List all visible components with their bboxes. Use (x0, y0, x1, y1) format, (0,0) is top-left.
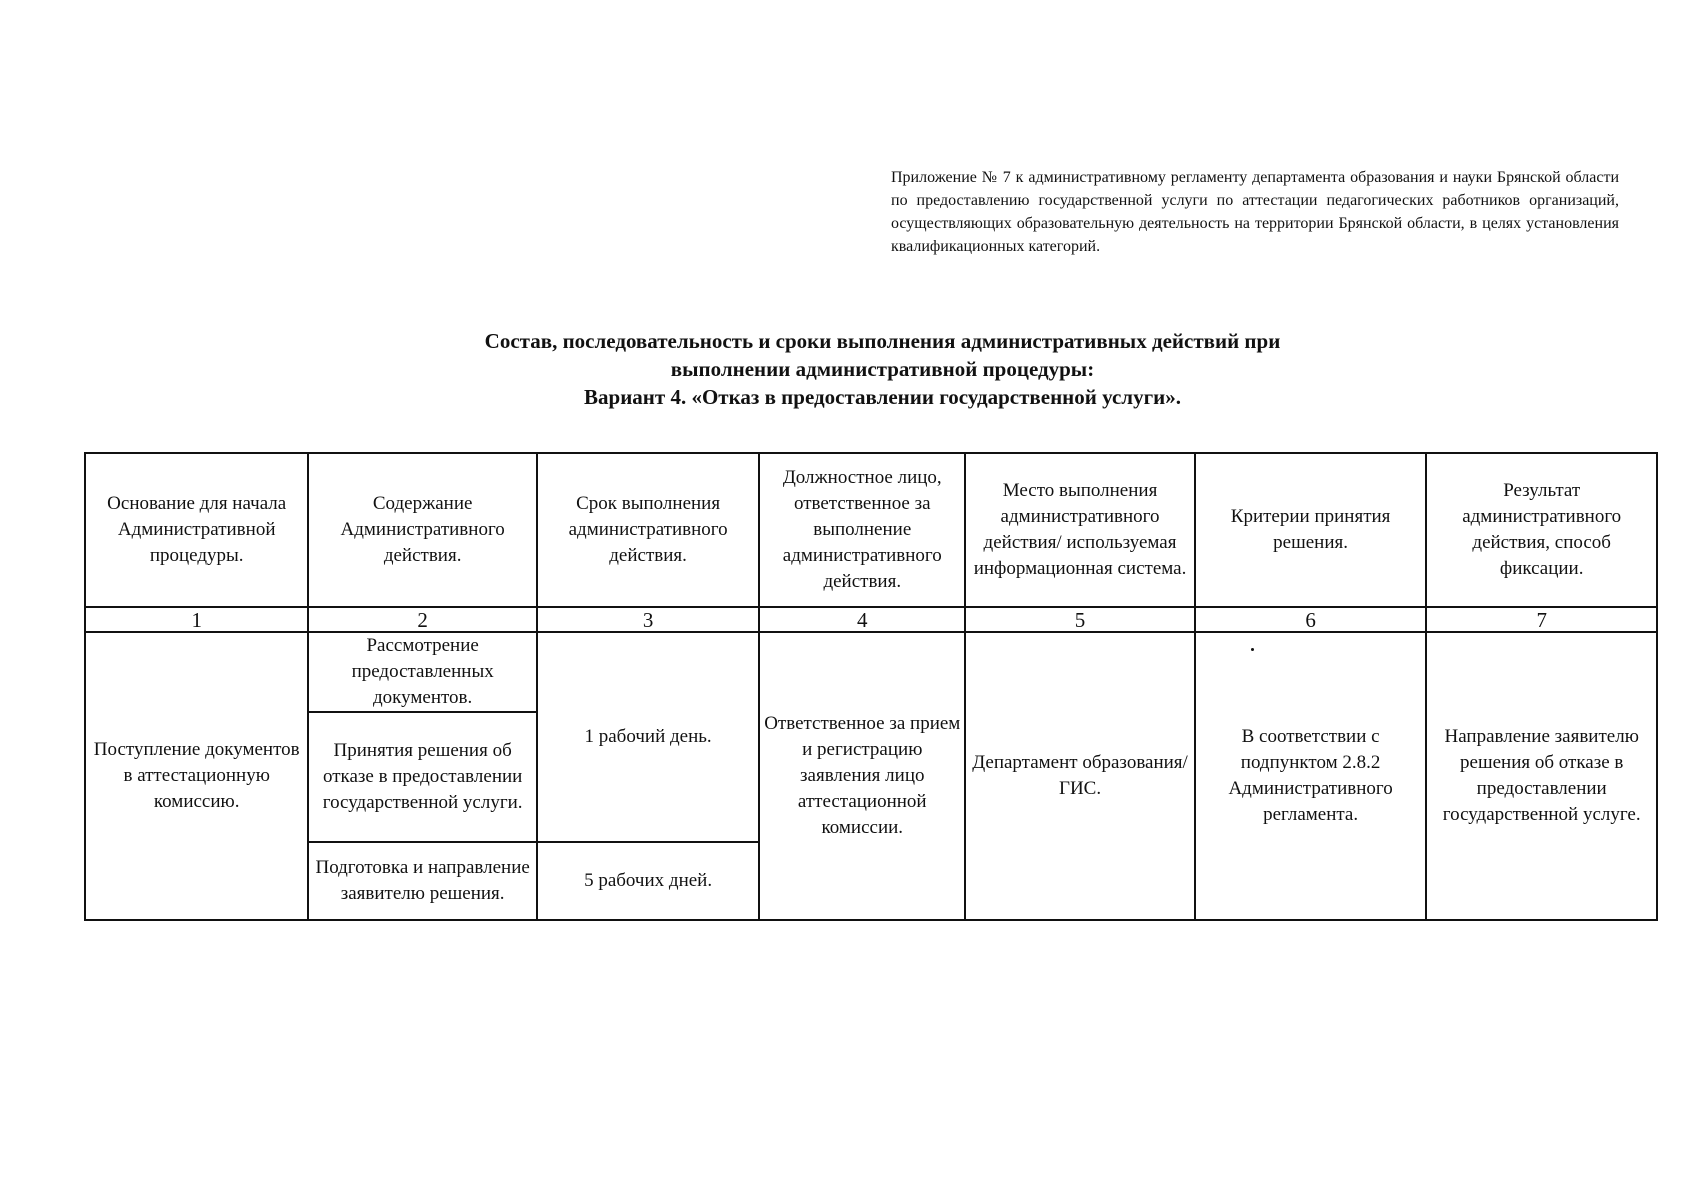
header-official: Должностное лицо, ответственное за выполнение административного действия. (759, 453, 965, 607)
action-cell: Рассмотрение предоставленных документов. (308, 632, 537, 712)
column-number: 7 (1426, 607, 1657, 632)
column-number: 1 (85, 607, 308, 632)
header-term: Срок выполнения административного действия. (537, 453, 759, 607)
column-number: 3 (537, 607, 759, 632)
basis-cell: Поступление документов в аттестационную комиссию. (85, 632, 308, 920)
annex-note: Приложение № 7 к административному регламенту департамента образования и науки Брянской области по предоставлению государственной услуги по аттестации педагогических работников организаций, осуществляющих образовательную деятельность на территории Брянской области, в целях установления квалификационных категорий. (891, 169, 1619, 255)
term-cell: 5 рабочих дней. (537, 842, 759, 920)
action-cell: Принятия решения об отказе в предоставлении государственной услуги. (308, 712, 537, 842)
title-line-2: выполнении административной процедуры: (670, 357, 1095, 381)
criteria-cell: В соответствии с подпунктом 2.8.2 Административного регламента. (1195, 632, 1427, 920)
term-cell: 1 рабочий день. (537, 632, 759, 842)
column-number-row (85, 607, 1657, 632)
action-cell: Подготовка и направление заявителю решения. (308, 842, 537, 920)
header-basis: Основание для начала Административной процедуры. (85, 453, 308, 607)
title-line-1: Состав, последовательность и сроки выполнения административных действий при (484, 329, 1281, 353)
place-cell: Департамент образования/ ГИС. (965, 632, 1195, 920)
header-row (85, 453, 1657, 607)
column-number: 6 (1195, 607, 1427, 632)
document-title (240, 327, 1525, 411)
procedure-table (84, 452, 1658, 921)
table-row (85, 632, 1657, 712)
stray-dot (1251, 648, 1254, 651)
column-number: 2 (308, 607, 537, 632)
header-criteria: Критерии принятия решения. (1195, 453, 1427, 607)
header-action-content: Содержание Административного действия. (308, 453, 537, 607)
column-number: 5 (965, 607, 1195, 632)
result-cell: Направление заявителю решения об отказе в предоставлении государственной услуге. (1426, 632, 1657, 920)
official-cell: Ответственное за прием и регистрацию заявления лицо аттестационной комиссии. (759, 632, 965, 920)
header-result: Результат административного действия, способ фиксации. (1426, 453, 1657, 607)
column-number: 4 (759, 607, 965, 632)
title-line-3: Вариант 4. «Отказ в предоставлении государственной услуги». (584, 385, 1181, 409)
header-place: Место выполнения административного действия/ используемая информационная система. (965, 453, 1195, 607)
